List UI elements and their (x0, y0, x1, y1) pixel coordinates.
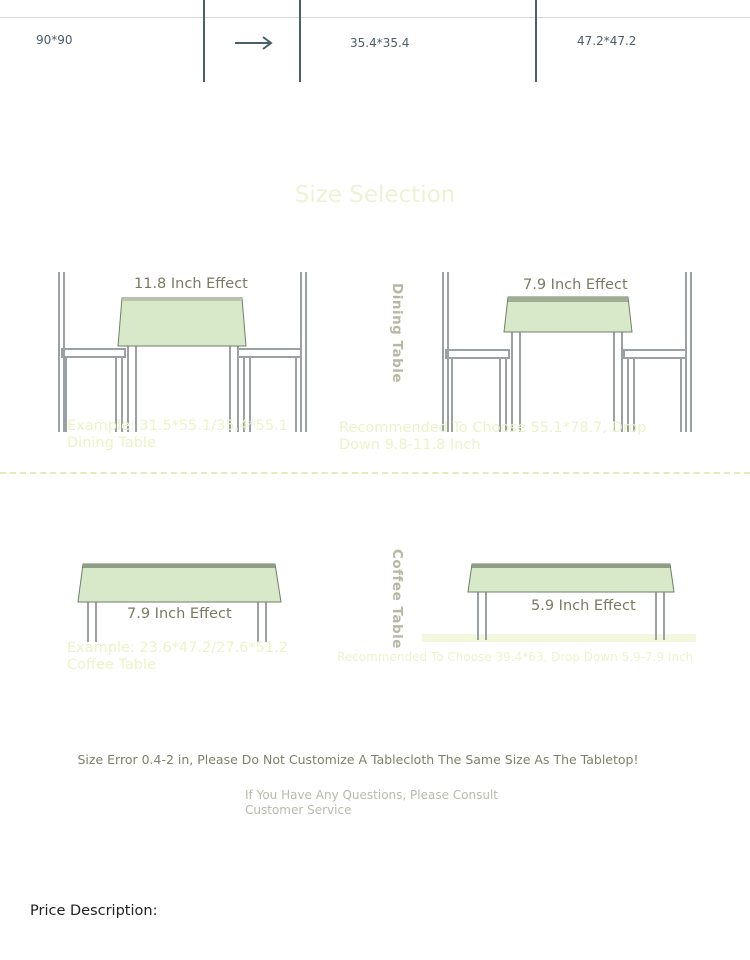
coffee-example-text: Example: 23.6*47.2/27.6*51.2 Coffee Table (67, 640, 288, 673)
customer-service-note: If You Have Any Questions, Please Consult Customer Service (245, 788, 499, 817)
right-arrow-icon (232, 33, 274, 53)
section-divider (0, 472, 750, 474)
effect-label-11-8: 11.8 Inch Effect (134, 276, 248, 292)
coffee-table-label: Coffee Table (389, 549, 405, 649)
effect-label-5-9: 5.9 Inch Effect (531, 598, 636, 614)
size-cm-cell: 90*90 (36, 33, 73, 47)
size-selection-title: Size Selection (294, 182, 456, 208)
coffee-recommend-text: Recommended To Choose 39.4*63, Drop Down 5.9-7.9 Inch (337, 650, 694, 664)
table-header-line (0, 17, 750, 18)
effect-label-7-9-dining: 7.9 Inch Effect (523, 277, 628, 293)
dining-example-text: Example: 31.5*55.1/35.4*55.1 Dining Table (67, 418, 288, 451)
size-inch-cell: 35.4*35.4 (350, 36, 410, 50)
effect-label-7-9-coffee: 7.9 Inch Effect (127, 606, 232, 622)
dining-recommend-text: Recommended To Choose 55.1*78.7, Drop Down 9.8-11.8 Inch (339, 420, 647, 453)
dining-table-label: Dining Table (389, 283, 405, 384)
table-column-divider (203, 0, 205, 82)
size-error-note: Size Error 0.4-2 in, Please Do Not Customize A Tablecloth The Same Size As The Tabletop! (77, 752, 639, 767)
table-column-divider (535, 0, 537, 82)
table-column-divider (299, 0, 301, 82)
recommended-size-cell: 47.2*47.2 (577, 34, 637, 48)
size-table-strip (0, 0, 750, 82)
coffee-table-7-9-inch-illustration (74, 558, 286, 642)
price-description-heading: Price Description: (30, 903, 158, 919)
